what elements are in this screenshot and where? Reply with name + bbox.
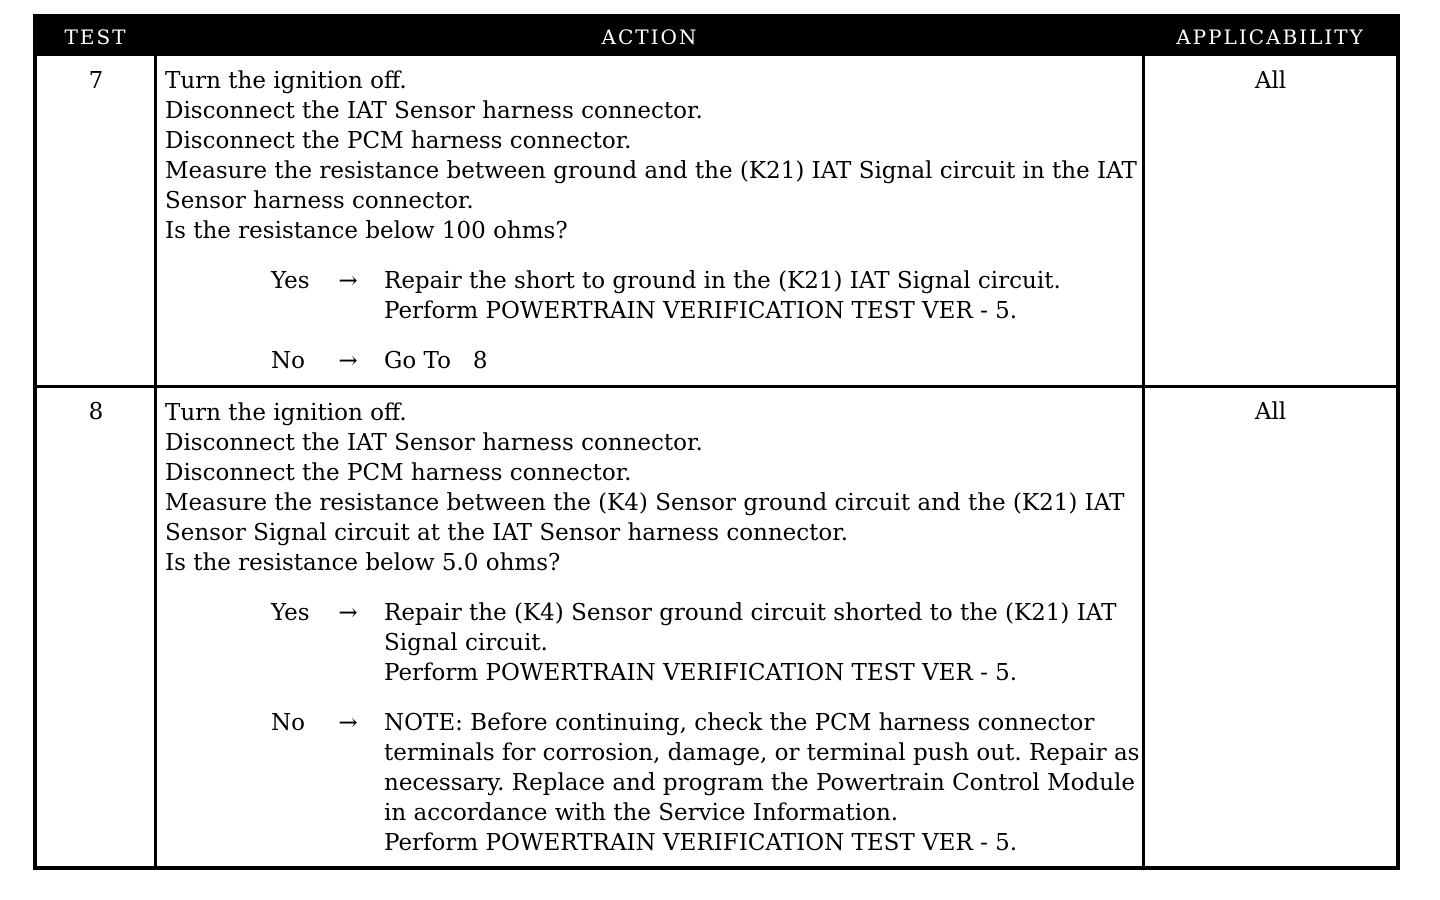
- result-line: terminals for corrosion, damage, or terminal push out. Repair as: [384, 740, 1140, 766]
- yes-result: [384, 598, 1136, 688]
- action-step: Is the resistance below 5.0 ohms?: [165, 550, 561, 576]
- no-result: [384, 708, 1140, 858]
- arrow-right-icon: →: [338, 268, 358, 294]
- result-line: Repair the (K4) Sensor ground circuit shorted to the (K21) IAT: [384, 600, 1117, 626]
- result-line: Repair the short to ground in the (K21) IAT Signal circuit.: [384, 268, 1061, 294]
- result-line: NOTE: Before continuing, check the PCM harness connector: [384, 710, 1095, 736]
- result-line: Perform POWERTRAIN VERIFICATION TEST VER - 5.: [384, 660, 1018, 686]
- result-line: Signal circuit.: [384, 630, 548, 656]
- table-header: [37, 18, 1396, 56]
- result-line: Go To 8: [384, 348, 488, 374]
- action-step: Turn the ignition off.: [165, 400, 407, 426]
- header-applicability: APPLICABILITY: [1176, 25, 1365, 49]
- action-step: Sensor Signal circuit at the IAT Sensor harness connector.: [165, 520, 849, 546]
- action-steps: [165, 398, 1145, 578]
- arrow-right-icon: →: [338, 600, 358, 626]
- applicability-value: All: [1254, 68, 1287, 94]
- arrow-right-icon: →: [338, 710, 358, 736]
- action-step: Sensor harness connector.: [165, 188, 474, 214]
- result-line: Perform POWERTRAIN VERIFICATION TEST VER - 5.: [384, 830, 1018, 856]
- test-number: 7: [88, 68, 104, 94]
- diagnostic-test-table: [33, 14, 1400, 870]
- applicability-value: All: [1254, 399, 1287, 425]
- arrow-right-icon: →: [338, 348, 358, 374]
- row-divider: [37, 385, 1396, 388]
- yes-result: [384, 266, 1136, 326]
- action-step: Turn the ignition off.: [165, 68, 407, 94]
- result-line: necessary. Replace and program the Powertrain Control Module: [384, 770, 1135, 796]
- action-step: Is the resistance below 100 ohms?: [165, 218, 568, 244]
- action-step: Disconnect the IAT Sensor harness connector.: [165, 430, 703, 456]
- action-steps: [165, 66, 1145, 246]
- yes-label: Yes: [271, 268, 310, 294]
- test-number: 8: [88, 399, 104, 425]
- no-result: [384, 346, 1136, 376]
- column-divider: [154, 56, 157, 866]
- action-step: Disconnect the PCM harness connector.: [165, 128, 632, 154]
- header-action: ACTION: [601, 25, 699, 49]
- no-label: No: [271, 348, 305, 374]
- header-test: TEST: [64, 25, 128, 49]
- action-step: Disconnect the PCM harness connector.: [165, 460, 632, 486]
- result-line: in accordance with the Service Information.: [384, 800, 899, 826]
- yes-label: Yes: [271, 600, 310, 626]
- action-step: Disconnect the IAT Sensor harness connector.: [165, 98, 703, 124]
- action-step: Measure the resistance between ground and the (K21) IAT Signal circuit in the IAT: [165, 158, 1137, 184]
- action-step: Measure the resistance between the (K4) Sensor ground circuit and the (K21) IAT: [165, 490, 1125, 516]
- result-line: Perform POWERTRAIN VERIFICATION TEST VER - 5.: [384, 298, 1018, 324]
- no-label: No: [271, 710, 305, 736]
